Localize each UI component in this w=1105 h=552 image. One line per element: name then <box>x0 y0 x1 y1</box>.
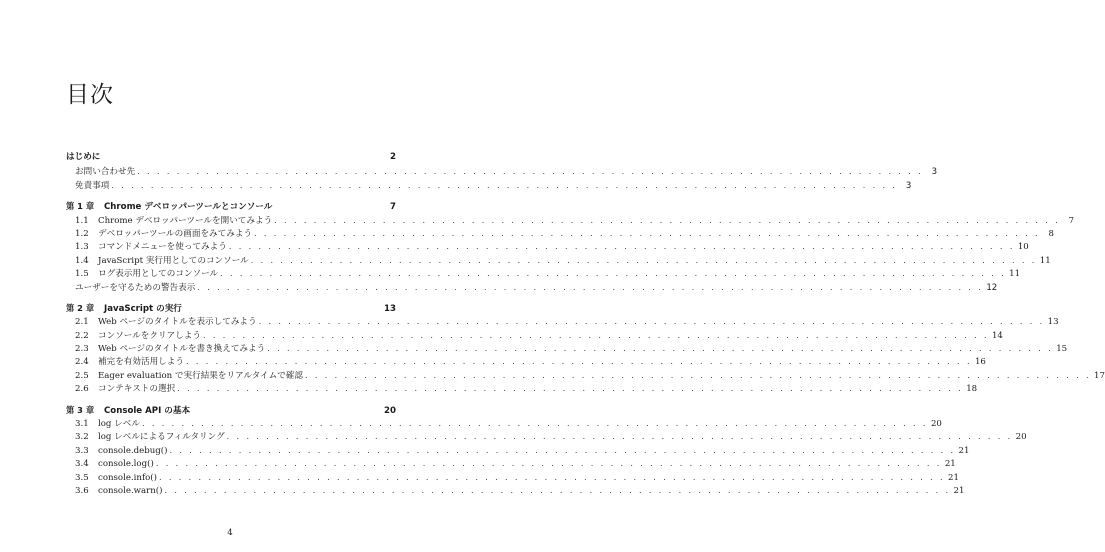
page-number: 4 <box>227 528 233 538</box>
toc-title: Chrome デベロッパーツールとコンソール <box>104 202 273 213</box>
toc-number: 2.3 <box>75 344 89 355</box>
toc-entry-row[interactable] <box>66 151 396 164</box>
toc-title: Chrome デベロッパーツールを開いてみよう <box>98 215 273 226</box>
toc-title: お問い合わせ先 <box>75 167 136 178</box>
toc-dot-leader: . . . . . . . . . . . . . . . . . . . . . . . . . . . . . . . . . . . . . . . . . . . . . . . . . . . . . . . . . . . . . . . . . . . . . . . . . . . . . . . . <box>274 215 1061 225</box>
toc-number: 2.5 <box>75 370 89 381</box>
toc-entry-row[interactable] <box>66 227 1054 240</box>
toc-title: Eager evaluation で実行結果をリアルタイムで確認 <box>98 370 303 381</box>
toc-page-number: 20 <box>384 405 396 416</box>
toc-chapter-row[interactable] <box>66 200 396 213</box>
toc-entry-row[interactable] <box>66 254 1051 267</box>
toc-entry-row[interactable] <box>66 484 965 497</box>
toc-title: Console API の基本 <box>104 405 191 416</box>
toc-page-number: 21 <box>958 445 970 456</box>
toc-page-number: 17 <box>1093 370 1105 381</box>
toc-number: 1.1 <box>75 215 89 226</box>
toc-entry-row[interactable] <box>66 471 959 484</box>
toc-chapter-row[interactable] <box>66 302 396 315</box>
toc-dot-leader: . . . . . . . . . . . . . . . . . . . . . . . . . . . . . . . . . . . . . . . . . . . . . . . . . . . . . . . . . . . . . . . . . . . . . . . . . . . . . . . . <box>155 459 942 469</box>
toc-number: 1.3 <box>75 242 89 253</box>
toc-dot-leader: . . . . . . . . . . . . . . . . . . . . . . . . . . . . . . . . . . . . . . . . . . . . . . . . . . . . . . . . . . . . . . . . . . . . . . . . . . . . . . . . <box>177 384 964 394</box>
toc-chapter-row[interactable] <box>66 404 396 417</box>
toc-dot-leader: . . . . . . . . . . . . . . . . . . . . . . . . . . . . . . . . . . . . . . . . . . . . . . . . . . . . . . . . . . . . . . . . . . . . . . . . . . . . . . . . <box>228 242 1015 252</box>
toc-entry-row[interactable] <box>66 355 986 368</box>
toc-entry-row[interactable] <box>66 369 1105 382</box>
toc-dot-leader: . . . . . . . . . . . . . . . . . . . . . . . . . . . . . . . . . . . . . . . . . . . . . . . . . . . . . . . . . . . . . . . . . . . . . . . . . . . . . . . . <box>141 419 928 429</box>
toc-title: Web ページのタイトルを書き換えてみよう <box>98 344 266 355</box>
toc-number: 3.5 <box>75 472 89 483</box>
toc-title: コンソールをクリアしよう <box>98 330 201 341</box>
toc-number: 3.1 <box>75 419 89 430</box>
toc-title: コンテキストの選択 <box>98 384 176 395</box>
toc-dot-leader: . . . . . . . . . . . . . . . . . . . . . . . . . . . . . . . . . . . . . . . . . . . . . . . . . . . . . . . . . . . . . . . . . . . . . . . . . . . . . . . . <box>202 330 989 340</box>
toc-title: コマンドメニューを使ってみよう <box>98 242 227 253</box>
toc-page-number: 21 <box>948 472 959 483</box>
toc-dot-leader: . . . . . . . . . . . . . . . . . . . . . . . . . . . . . . . . . . . . . . . . . . . . . . . . . . . . . . . . . . . . . . . . . . . . . . . . . . . . . . . . <box>159 472 945 482</box>
toc-title: ログ表示用としてのコンソール <box>98 269 219 280</box>
toc-dot-leader: . . . . . . . . . . . . . . . . . . . . . . . . . . . . . . . . . . . . . . . . . . . . . . . . . . . . . . . . . . . . . . . . . . . . . . . . . . . . . . . . <box>267 344 1054 354</box>
toc-number: 3.2 <box>75 432 89 443</box>
toc-dot-leader: . . . . . . . . . . . . . . . . . . . . . . . . . . . . . . . . . . . . . . . . . . . . . . . . . . . . . . . . . . . . . . . . . . . . . . . . . . . . . . . . <box>258 317 1045 327</box>
toc-dot-leader: . . . . . . . . . . . . . . . . . . . . . . . . . . . . . . . . . . . . . . . . . . . . . . . . . . . . . . . . . . . . . . . . . . . . . . . . . . . . . . . . <box>137 167 924 177</box>
toc-dot-leader: . . . . . . . . . . . . . . . . . . . . . . . . . . . . . . . . . . . . . . . . . . . . . . . . . . . . . . . . . . . . . . . . . . . . . . . . . . . . . . . . <box>185 357 972 367</box>
toc-dot-leader: . . . . . . . . . . . . . . . . . . . . . . . . . . . . . . . . . . . . . . . . . . . . . . . . . . . . . . . . . . . . . . . . . . . . . . . . . . . . . . . . <box>254 228 1040 238</box>
toc-entry-row[interactable] <box>66 417 942 430</box>
toc-number: 3.3 <box>75 445 89 456</box>
toc-page-number: 21 <box>953 485 965 496</box>
toc-dot-leader: . . . . . . . . . . . . . . . . . . . . . . . . . . . . . . . . . . . . . . . . . . . . . . . . . . . . . . . . . . . . . . . . . . . . . . . . . . . . . . . . <box>164 485 951 495</box>
toc-title: ユーザーを守るための警告表示 <box>75 282 196 293</box>
toc-page-number: 7 <box>390 202 396 213</box>
toc-entry-row[interactable] <box>66 457 956 470</box>
toc-number: 3.4 <box>75 459 89 470</box>
table-of-contents <box>66 151 1105 497</box>
toc-number: 2.1 <box>75 317 89 328</box>
toc-entry-row[interactable] <box>66 165 938 178</box>
toc-number: 2.2 <box>75 330 89 341</box>
toc-title: 補完を有効活用しよう <box>98 357 184 368</box>
toc-number: 第 2 章 <box>66 302 95 313</box>
toc-number: 1.4 <box>75 255 89 266</box>
toc-entry-row[interactable] <box>66 329 1003 342</box>
toc-number: 1.5 <box>75 269 89 280</box>
toc-dot-leader: . . . . . . . . . . . . . . . . . . . . . . . . . . . . . . . . . . . . . . . . . . . . . . . . . . . . . . . . . . . . . . . . . . . . . . . . . . . . . . . . <box>220 269 1007 279</box>
page-title: 目次 <box>66 82 114 108</box>
toc-page-number: 18 <box>966 384 978 395</box>
toc-entry-row[interactable] <box>66 214 1075 227</box>
toc-page-number: 20 <box>930 419 942 430</box>
toc-number: 3.6 <box>75 485 89 496</box>
toc-title: 免責事項 <box>75 180 110 191</box>
toc-page-number: 16 <box>974 357 986 368</box>
toc-page-number: 21 <box>944 459 956 470</box>
toc-page-number: 13 <box>384 303 396 314</box>
toc-page-number: 8 <box>1048 228 1054 239</box>
toc-page-number: 10 <box>1017 242 1029 253</box>
toc-page-number: 7 <box>1068 215 1075 226</box>
toc-title: console.debug() <box>98 445 168 456</box>
toc-entry-row[interactable] <box>66 240 1029 253</box>
toc-dot-leader: . . . . . . . . . . . . . . . . . . . . . . . . . . . . . . . . . . . . . . . . . . . . . . . . . . . . . . . . . . . . . . . . . . . . . . . . . . . . . . . . <box>197 282 984 292</box>
toc-title: JavaScript の実行 <box>104 303 182 314</box>
toc-dot-leader: . . . . . . . . . . . . . . . . . . . . . . . . . . . . . . . . . . . . . . . . . . . . . . . . . . . . . . . . . . . . . . . . . . . . . . . . . . . . . . . . <box>111 180 898 190</box>
toc-page-number: 3 <box>931 167 938 178</box>
toc-title: log レベル <box>98 419 140 430</box>
toc-number: 第 1 章 <box>66 201 95 212</box>
toc-title: はじめに <box>66 152 101 162</box>
toc-entry-row[interactable] <box>66 281 998 294</box>
toc-title: Web ページのタイトルを表示してみよう <box>98 317 257 328</box>
toc-entry-row[interactable] <box>66 382 978 395</box>
toc-entry-row[interactable] <box>66 315 1059 328</box>
toc-page-number: 20 <box>1015 432 1027 443</box>
toc-page-number: 2 <box>390 152 396 162</box>
toc-entry-row[interactable] <box>66 430 1027 443</box>
toc-dot-leader: . . . . . . . . . . . . . . . . . . . . . . . . . . . . . . . . . . . . . . . . . . . . . . . . . . . . . . . . . . . . . . . . . . . . . . . . . . . . . . . . <box>250 255 1037 265</box>
toc-page-number: 13 <box>1047 317 1059 328</box>
toc-page-number: 11 <box>1039 255 1051 266</box>
toc-number: 2.4 <box>75 357 89 368</box>
toc-number: 2.6 <box>75 384 89 395</box>
toc-page-number: 11 <box>1009 269 1021 280</box>
toc-page-number: 12 <box>986 282 998 293</box>
toc-title: console.info() <box>98 472 158 483</box>
toc-page-number: 15 <box>1056 344 1068 355</box>
toc-entry-row[interactable] <box>66 444 970 457</box>
toc-number: 第 3 章 <box>66 404 95 415</box>
toc-number: 1.2 <box>75 228 89 239</box>
toc-entry-row[interactable] <box>66 267 1021 280</box>
toc-title: console.log() <box>98 459 154 470</box>
toc-dot-leader: . . . . . . . . . . . . . . . . . . . . . . . . . . . . . . . . . . . . . . . . . . . . . . . . . . . . . . . . . . . . . . . . . . . . . . . . . . . . . . . . <box>169 445 956 455</box>
toc-dot-leader: . . . . . . . . . . . . . . . . . . . . . . . . . . . . . . . . . . . . . . . . . . . . . . . . . . . . . . . . . . . . . . . . . . . . . . . . . . . . . . . . <box>226 432 1013 442</box>
toc-title: console.warn() <box>98 485 163 496</box>
toc-title: JavaScript 実行用としてのコンソール <box>98 255 249 266</box>
toc-entry-row[interactable] <box>66 342 1068 355</box>
toc-title: log レベルによるフィルタリング <box>98 432 225 443</box>
toc-page-number: 3 <box>905 180 912 191</box>
toc-page-number: 14 <box>991 330 1003 341</box>
toc-entry-row[interactable] <box>66 179 912 192</box>
toc-title: デベロッパーツールの画面をみてみよう <box>98 228 253 239</box>
toc-dot-leader: . . . . . . . . . . . . . . . . . . . . . . . . . . . . . . . . . . . . . . . . . . . . . . . . . . . . . . . . . . . . . . . . . . . . . . . . . . . . . . . . <box>304 370 1091 380</box>
